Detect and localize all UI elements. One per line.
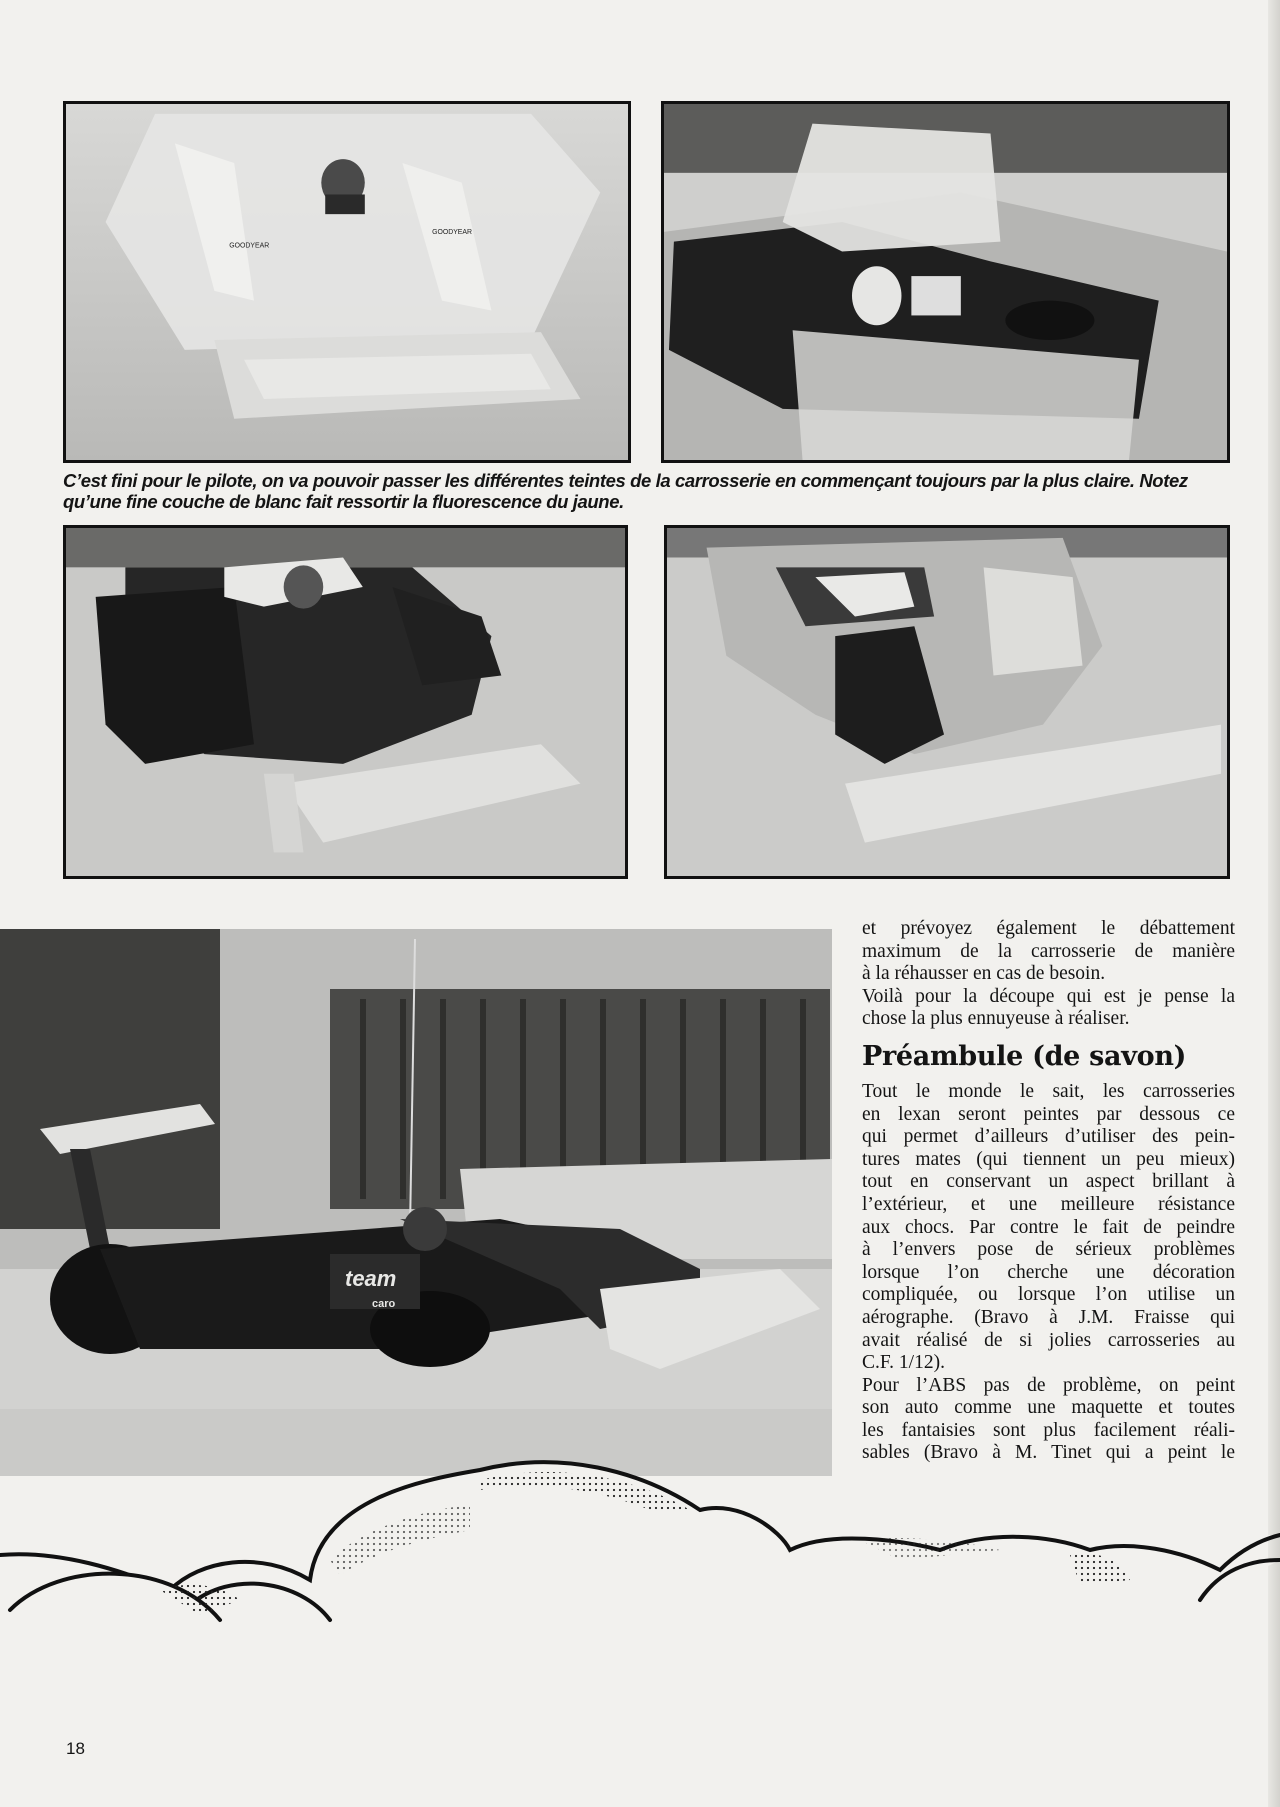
text-line: lorsque l’on cherche une décoration: [862, 1261, 1235, 1283]
caption-line-2: qu’une fine couche de blanc fait ressortir la fluorescence du jaune.: [63, 491, 624, 512]
photo-clear-body-masked: [664, 525, 1230, 879]
text-line: Tout le monde le sait, les carrosseries: [862, 1080, 1235, 1102]
article-column: [862, 918, 1235, 1465]
text-line: son auto comme une maquette et toutes: [862, 1397, 1235, 1419]
text-line: avait réalisé de si jolies carrosseries au: [862, 1329, 1235, 1351]
page-number: 18: [66, 1739, 85, 1758]
text-line: aérographe. (Bravo à J.M. Fraisse qui: [862, 1306, 1235, 1328]
caption-line-1: C’est fini pour le pilote, on va pouvoir passer les différentes teintes de la carrosserie en commençant toujours par la plus claire. Notez: [63, 470, 1188, 491]
text-line: sables (Bravo à M. Tinet qui a peint le: [862, 1442, 1235, 1464]
text-line: Voilà pour la découpe qui est je pense la: [862, 985, 1235, 1007]
text-line: qui permet d’ailleurs d’utiliser des pein-: [862, 1126, 1235, 1148]
text-line: Pour l’ABS pas de problème, on peint: [862, 1374, 1235, 1396]
team-sticker: team: [345, 1266, 397, 1291]
section-heading: Préambule (de savon): [862, 1040, 1187, 1072]
text-line: en lexan seront peintes par dessous ce: [862, 1103, 1235, 1125]
text-line: à l’envers pose de sérieux problèmes: [862, 1239, 1235, 1261]
photo-caption: [63, 470, 1233, 512]
photo-masked-body: [661, 101, 1230, 463]
text-line: l’extérieur, et une meilleure résistance: [862, 1193, 1235, 1215]
cloud-illustration: [0, 1440, 1280, 1690]
text-line: tout en conservant un aspect brillant à: [862, 1171, 1235, 1193]
paragraph-1: [862, 918, 1235, 986]
paragraph-3: [862, 1081, 1235, 1375]
text-line: les fantaisies sont plus facilement réali-: [862, 1419, 1235, 1441]
photo-finished-car: [0, 929, 832, 1476]
text-line: C.F. 1/12).: [862, 1352, 945, 1374]
photo-painted-body-front: [63, 525, 628, 879]
text-line: tures mates (qui tiennent un peu mieux): [862, 1148, 1235, 1170]
photo-clear-body-pilot: [63, 101, 631, 463]
goodyear-logo-left: GOODYEAR: [229, 242, 270, 250]
text-line: compliquée, ou lorsque l’on utilise un: [862, 1284, 1235, 1306]
goodyear-logo-right: GOODYEAR: [432, 228, 473, 236]
text-line: à la réhausser en cas de besoin.: [862, 963, 1106, 985]
text-line: chose la plus ennuyeuse à réaliser.: [862, 1008, 1130, 1030]
text-line: et prévoyez également le débattement: [862, 918, 1235, 939]
text-line: maximum de la carrosserie de manière: [862, 940, 1235, 962]
paragraph-2: [862, 986, 1235, 1031]
team-sticker-sub: caro: [372, 1298, 396, 1310]
text-line: aux chocs. Par contre le fait de peindre: [862, 1216, 1235, 1238]
